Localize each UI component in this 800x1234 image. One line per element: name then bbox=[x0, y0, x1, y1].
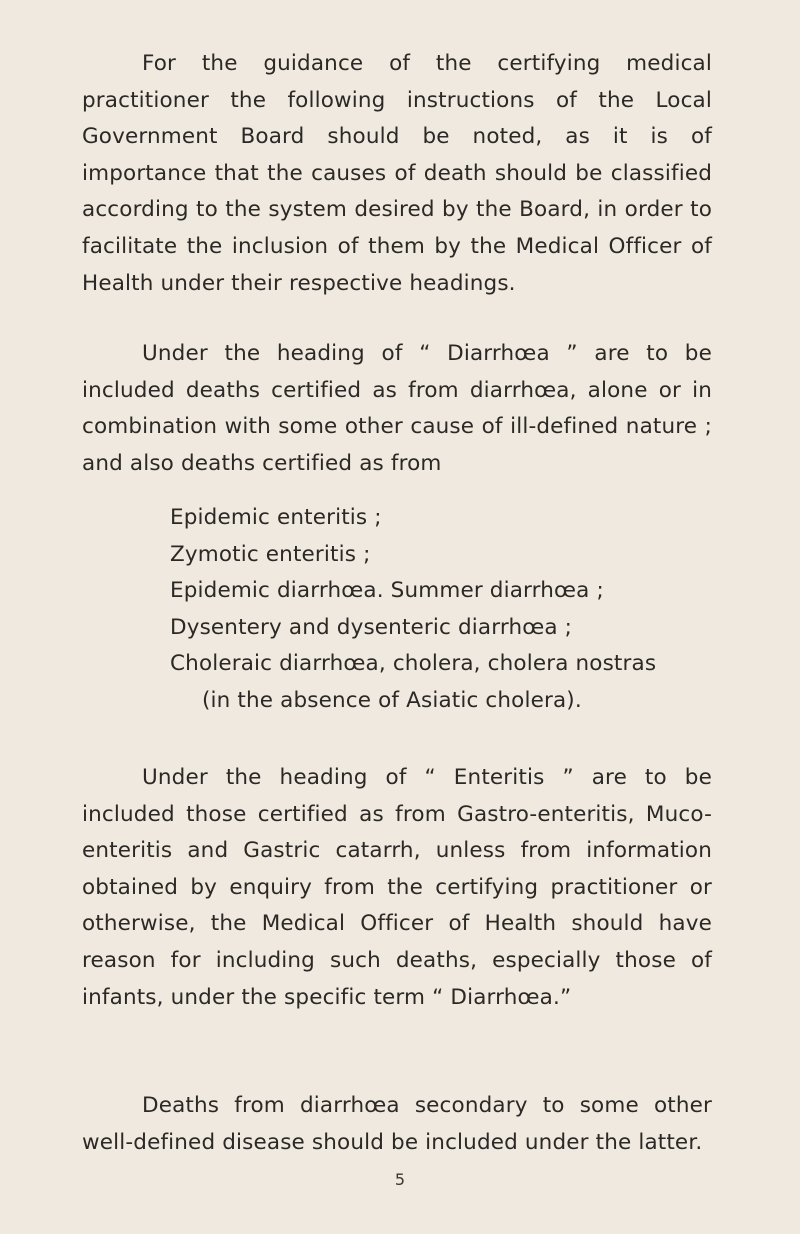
cause-list bbox=[170, 500, 730, 720]
list-item: Zymotic enteritis ; bbox=[170, 541, 371, 567]
list-item: Choleraic diarrhœa, cholera, cholera nostras bbox=[170, 651, 657, 677]
list-item: Dysentery and dysenteric diarrhœa ; bbox=[170, 614, 573, 640]
paragraph-guidance: For the guidance of the certifying medical practitioner the following instructions of the Local Government Board should be noted, as it is of importance that the causes of death should be classified according to the system desired by the Board, in order to facilitate the inclusion of them by the Medical Officer of Health under their respective headings. bbox=[82, 51, 712, 296]
paragraph-enteritis-heading: Under the heading of “ Enteritis ” are to be included those certified as from Gastro-enteritis, Muco-enteritis and Gastric catarrh, unless from information obtained by enquiry from the certifying practitioner or otherwise, the Medical Officer of Health should have reason for including such deaths, especially those of infants, under the specific term “ Diarrhœa.” bbox=[82, 765, 712, 1010]
list-item: Epidemic diarrhœa. Summer diarrhœa ; bbox=[170, 578, 604, 604]
list-item: Epidemic enteritis ; bbox=[170, 505, 382, 530]
list-item: (in the absence of Asiatic cholera). bbox=[202, 687, 582, 713]
paragraph-diarrhoea-heading: Under the heading of “ Diarrhœa ” are to be included deaths certified as from diarrhœa, alone or in combination with some other cause of ill-defined nature ; and also deaths certified as from bbox=[82, 341, 712, 476]
page-number: 5 bbox=[394, 1170, 406, 1189]
paragraph-secondary-deaths: Deaths from diarrhœa secondary to some other well-defined disease should be included under the latter. bbox=[82, 1093, 712, 1155]
